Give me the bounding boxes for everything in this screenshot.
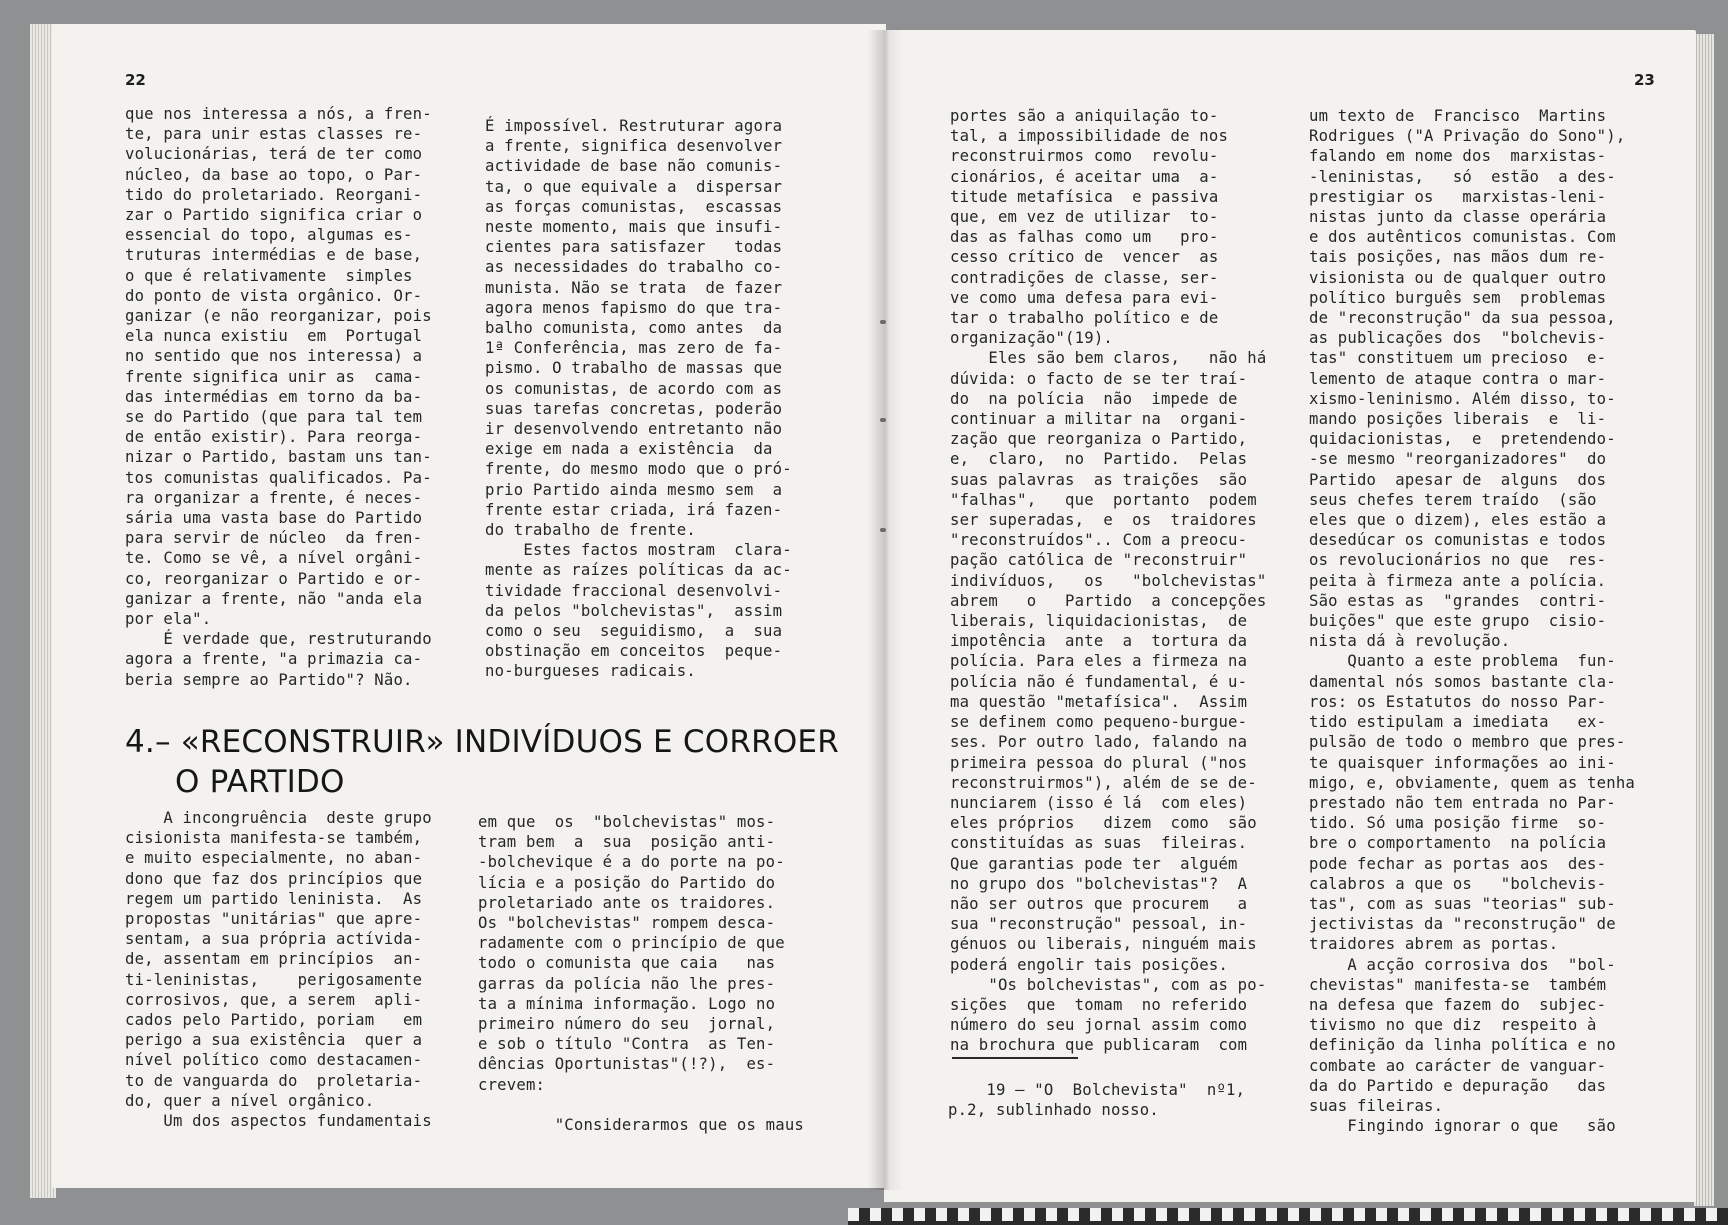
binding-staple <box>880 418 886 422</box>
section-heading <box>125 722 845 802</box>
page-number-right: 23 <box>1634 71 1655 89</box>
right-page-column-1: portes são a aniquilação to- tal, a impossibilidade de nos reconstruirmos como revolu- cionários, é aceitar uma a- titude metafísica e passiva que, em vez de utilizar to- das as falhas como um pro- cesso crítico de vencer as contradições de classe, ser- ve como uma defesa para evi- tar o trabalho político e de organização"(19). Eles são bem claros, não há dúvida: o facto de se ter traí- do na polícia não impede de continuar a militar na organi- zação que reorganiza o Partido, e, claro, no Partido. Pelas suas palavras as traições são "falhas", que portanto podem ser superadas, e os traidores "reconstruídos".. Com a preocu- pação católica de "reconstruir" indivíduos, os "bolchevistas" abrem o Partido a concepções liberais, liquidacionistas, de impotência ante a tortura da polícia. Para eles a firmeza na polícia não é fundamental, é u- ma questão "metafísica". Assim se definem como pequeno-burgue- ses. Por outro lado, falando na primeira pessoa do plural ("nos reconstruirmos"), além de se de- nunciarem (isso é lá com eles) eles próprios dizem como são constituídas as suas fileiras. Que garantias pode ter alguém no grupo dos "bolchevistas"? A não ser outros que procurem a sua "reconstrução" pessoal, in- génuos ou liberais, ninguém mais poderá engolir tais posições. "Os bolchevistas", com as po- sições que tomam no referido número do seu jornal assim como na brochura que publicaram com <box>950 107 1267 1055</box>
book-gutter <box>868 30 904 1190</box>
scale-ruler-base <box>848 1221 1728 1225</box>
section-heading-line-2: O PARTIDO <box>175 764 345 800</box>
left-page-column-1: que nos interessa a nós, a fren- te, para unir estas classes re- volucionárias, terá de ter como núcleo, da base ao topo, o Par- tido do proletariado. Reorgani- zar o Partido significa criar o essencial do topo, algumas es- truturas intermédias e de base, o que é relativamente simples do ponto de vista orgânico. Or- ganizar (e não reorganizar, pois ela nunca existiu em Portugal no sentido que nos interessa) a frente significa unir as cama- das intermédias em torno da ba- se do Partido (que para tal tem de então existir). Para reorga- nizar o Partido, bastam uns tan- tos comunistas qualificados. Pa- ra organizar a frente, é neces- sária uma vasta base do Partido para servir de núcleo da fren- te. Como se vê, a nível orgâni- co, reorganizar o Partido e or- ganizar a frente, não "anda ela por ela". É verdade que, restruturando agora a frente, "a primazia ca- beria sempre ao Partido"? Não. <box>125 105 432 689</box>
binding-staple <box>880 528 886 532</box>
book-page-edges-right <box>1694 34 1714 1206</box>
section-heading-line-1: 4.– «RECONSTRUIR» INDIVÍDUOS E CORROER <box>125 724 839 760</box>
footnote-19: 19 — "O Bolchevista" nº1, p.2, sublinhado nosso. <box>948 1081 1246 1120</box>
right-page-column-2: um texto de Francisco Martins Rodrigues ("A Privação do Sono"), falando em nome dos marxistas- -leninistas, só estão a des- prestigiar os marxistas-leni- nistas junto da classe operária e dos autênticos comunistas. Com tais posições, nas mãos dum re- visionista ou de qualquer outro político burguês sem problemas de "reconstrução" da sua pessoa, as publicações dos "bolchevis- tas" constituem um precioso e- lemento de ataque contra o mar- xismo-leninismo. Além disso, to- mando posições liberais e li- quidacionistas, e pretendendo- -se mesmo "reorganizadores" do Partido apesar de alguns dos seus chefes terem traído (são eles que o dizem), eles estão a desedúcar os comunistas e todos os revolucionários no que res- peita à firmeza ante a polícia. São estas as "grandes contri- buições" que este grupo cisio- nista dá à revolução. Quanto a este problema fun- damental nós somos bastante cla- ros: os Estatutos do nosso Par- tido estipulam a imediata ex- pulsão de todo o membro que pres- te quaisquer informações ao ini- migo, e, obviamente, quem as tenha prestado não tem entrada no Par- tido. Só uma posição firme so- bre o comportamento na polícia pode fechar as portas aos des- calabros a que os "bolchevis- tas", com as suas "teorias" sub- jectivistas da "reconstrução" de traidores abrem as portas. A acção corrosiva dos "bol- chevistas" manifesta-se também na defesa que fazem do subjec- tivismo no que diz respeito à definição da linha política e no combate ao carácter de vanguar- da do Partido e depuração das suas fileiras. Fingindo ignorar o que são <box>1309 107 1635 1136</box>
left-page-column-3: A incongruência deste grupo cisionista manifesta-se também, e muito especialmente, no aban- dono que faz dos princípios que regem um partido leninista. As propostas "unitárias" que apre- sentam, a sua própria actívida- de, assentam em princípios an- ti-leninistas, perigosamente corrosivos, que, a serem apli- cados pelo Partido, poriam em perigo a sua existência quer a nível político como destacamen- to de vanguarda do proletaria- do, quer a nível orgânico. Um dos aspectos fundamentais <box>125 809 432 1131</box>
left-page-column-4: em que os "bolchevistas" mos- tram bem a sua posição anti- -bolchevique é a do porte na po- lícia e a posição do Partido do proletariado ante os traidores. Os "bolchevistas" rompem desca- radamente com o princípio de que todo o comunista que caia nas garras da polícia não lhe pres- ta a mínima informação. Logo no primeiro número do seu jornal, e sob o título "Contra as Ten- dências Oportunistas"(!?), es- crevem: "Considerarmos que os maus <box>478 813 804 1135</box>
binding-staple <box>880 320 886 324</box>
page-number-left: 22 <box>125 71 146 89</box>
footnote-rule <box>952 1057 1078 1059</box>
left-page-column-2: É impossível. Restruturar agora a frente, significa desenvolver actividade de base não comunis- ta, o que equivale a dispersar as forças comunistas, escassas neste momento, mais que insufi- cientes para satisfazer todas as necessidades do trabalho co- munista. Não se trata de fazer agora menos fapismo do que tra- balho comunista, como antes da 1ª Conferência, mas zero de fa- pismo. O trabalho de massas que os comunistas, de acordo com as suas tarefas concretas, poderão ir desenvolvendo entretanto não exige em nada a existência da frente, do mesmo modo que o pró- prio Partido ainda mesmo sem a frente estar criada, irá fazen- do trabalho de frente. Estes factos mostram clara- mente as raízes políticas da ac- tividade fraccional desenvolvi- da pelos "bolchevistas", assim como o seu seguidismo, a sua obstinação em conceitos peque- no-burgueses radicais. <box>485 117 792 681</box>
